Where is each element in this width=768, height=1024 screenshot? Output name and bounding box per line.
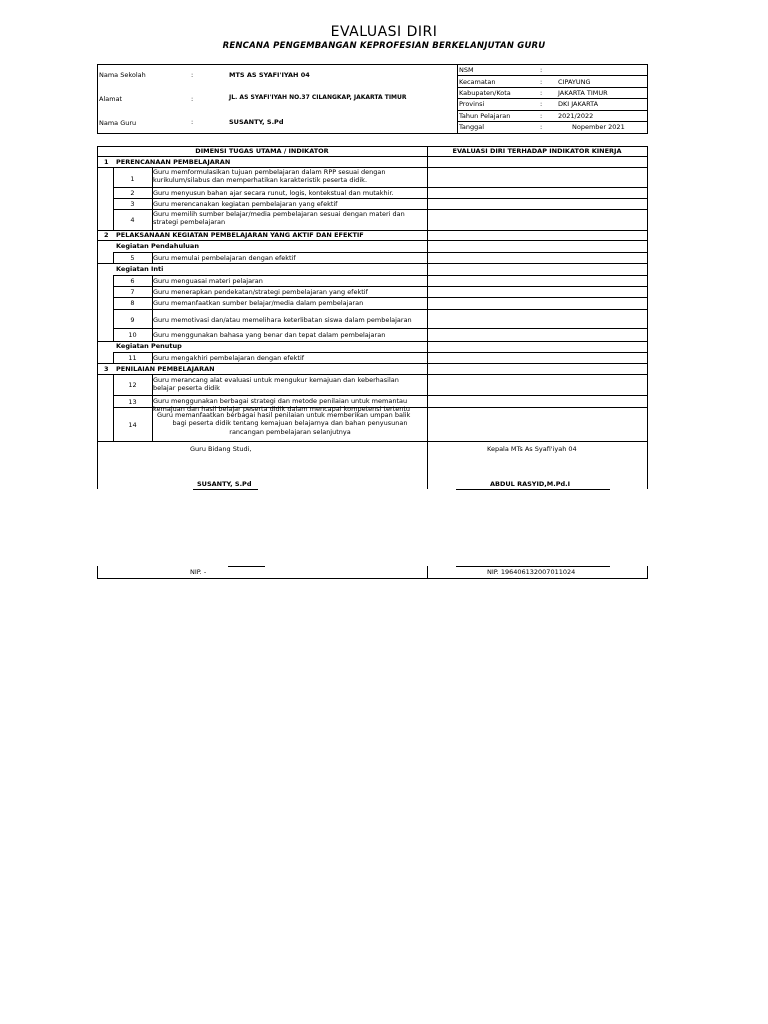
identity-right-rule (457, 110, 648, 111)
section-number: 1 (104, 158, 109, 166)
date-colon: : (540, 123, 543, 131)
identity-right-rule (457, 98, 648, 99)
row-rule (113, 407, 648, 408)
nip-left-border (97, 566, 98, 578)
subsection-title: Kegiatan Inti (116, 265, 164, 273)
province-label: Provinsi (459, 100, 485, 108)
signature-underline (193, 489, 258, 490)
subsection-title: Kegiatan Penutup (116, 342, 182, 350)
page-title: EVALUASI DIRI (330, 24, 438, 40)
teacher-signature-name: SUSANTY, S.Pd (197, 480, 252, 488)
indicator-text: Guru memformulasikan tujuan pembelajaran dalam RPP sesuai dengan kurikulum/silabus dan memperhatikan karakteristik peserta didik. (153, 168, 386, 184)
table-mid-border (427, 146, 428, 441)
row-rule (97, 263, 648, 264)
row-rule (113, 275, 648, 276)
identity-right-rule (457, 121, 648, 122)
indicator-text: Guru memotivasi dan/atau memelihara keterlibatan siswa dalam pembelajaran (153, 316, 412, 324)
school-name-value: MTS AS SYAFI'IYAH 04 (229, 71, 310, 79)
table-bottom-border (97, 441, 648, 442)
row-rule (113, 309, 648, 310)
address-colon: : (191, 95, 194, 103)
signature-left-border (97, 441, 98, 489)
row-rule (113, 187, 648, 188)
city-value: JAKARTA TIMUR (558, 89, 608, 97)
district-colon: : (540, 78, 543, 86)
table-right-border (647, 146, 648, 441)
column-header-evaluation: EVALUASI DIRI TERHADAP INDIKATOR KINERJA (452, 147, 622, 155)
district-value: CIPAYUNG (558, 78, 591, 86)
teacher-name-label: Nama Guru (99, 119, 137, 127)
indicator-number: 4 (130, 216, 135, 224)
identity-right-rule (457, 75, 648, 76)
principal-nip: NIP. 196406132007011024 (487, 568, 576, 576)
identity-right-rule (457, 87, 648, 88)
signature-right-border (647, 441, 648, 489)
nip-mid-border (427, 566, 428, 578)
identity-left-border (97, 64, 98, 133)
city-label: Kabupaten/Kota (459, 89, 511, 97)
indicator-text: Guru menggunakan bahasa yang benar dan tepat dalam pembelajaran (153, 331, 386, 339)
indicator-number: 5 (130, 254, 135, 262)
school-name-colon: : (191, 71, 194, 79)
section-number: 2 (104, 231, 109, 239)
school-year-value: 2021/2022 (558, 112, 594, 120)
row-rule (113, 395, 648, 396)
indicator-number: 7 (130, 288, 135, 296)
indicator-number: 6 (130, 277, 135, 285)
indicator-text: Guru menerapkan pendekatan/strategi pembelajaran yang efektif (153, 288, 368, 296)
date-label: Tanggal (459, 123, 485, 131)
principal-signature-name: ABDUL RASYID,M.Pd.I (490, 480, 571, 488)
indicator-text: Guru memilih sumber belajar/media pembelajaran sesuai dengan materi dan strategi pembelajaran (153, 210, 405, 226)
indicator-number: 8 (130, 299, 135, 307)
row-rule (97, 374, 648, 375)
row-rule (97, 363, 648, 364)
province-colon: : (540, 100, 543, 108)
row-rule (97, 240, 648, 241)
indicator-number: 13 (128, 398, 137, 406)
header-bottom-rule (97, 156, 648, 157)
indicator-number: 10 (128, 331, 137, 339)
indicator-text: Guru menyusun bahan ajar secara runut, logis, kontekstual dan mutakhir. (153, 189, 394, 197)
identity-top-border (97, 64, 648, 65)
nsm-label: NSM (459, 66, 474, 74)
indicator-number: 1 (130, 175, 135, 183)
column-header-indicator: DIMENSI TUGAS UTAMA / INDIKATOR (195, 147, 329, 155)
indicator-text: Guru menguasai materi pelajaran (153, 277, 263, 285)
teacher-name-colon: : (191, 118, 194, 126)
indicator-text: Guru merancang alat evaluasi untuk mengukur kemajuan dan keberhasilan belajar peserta didik (153, 376, 399, 392)
section-title: PELAKSANAAN KEGIATAN PEMBELAJARAN YANG AKTIF DAN EFEKTIF (116, 231, 364, 239)
city-colon: : (540, 89, 543, 97)
indicator-text-line: bagi peserta didik tentang kemajuan belajarnya dan bahan penyusunan (172, 419, 408, 427)
district-label: Kecamatan (459, 78, 496, 86)
indicator-text: Guru memulai pembelajaran dengan efektif (153, 254, 296, 262)
row-rule (113, 352, 648, 353)
principal-role: Kepala MTs As Syafi'iyah 04 (487, 445, 577, 453)
row-rule (113, 198, 648, 199)
section-title: PENILAIAN PEMBELAJARAN (116, 365, 215, 373)
school-year-label: Tahun Pelajaran (459, 112, 511, 120)
table-left-border (97, 146, 98, 441)
section-title: PERENCANAAN PEMBELAJARAN (116, 158, 231, 166)
teacher-nip: NIP. - (190, 568, 207, 576)
row-rule (113, 328, 648, 329)
indicator-text-line: rancangan pembelajaran selanjutnya (229, 428, 351, 436)
nip-bottom-border (97, 578, 648, 579)
indicator-number: 3 (130, 200, 135, 208)
nip-rule (456, 566, 610, 567)
signature-underline (456, 489, 610, 490)
address-label: Alamat (99, 95, 123, 103)
indicator-number: 9 (130, 316, 135, 324)
section-number: 3 (104, 365, 109, 373)
indicator-text-line: Guru memanfaatkan berbagai hasil penilaian untuk memberikan umpan balik (157, 411, 411, 419)
page-subtitle: RENCANA PENGEMBANGAN KEPROFESIAN BERKELANJUTAN GURU (222, 41, 546, 51)
school-name-label: Nama Sekolah (99, 71, 146, 79)
indicator-text: Guru merencanakan kegiatan pembelajaran yang efektif (153, 200, 338, 208)
row-rule (113, 297, 648, 298)
row-rule (113, 286, 648, 287)
teacher-role: Guru Bidang Studi, (190, 445, 252, 453)
indicator-number: 2 (130, 189, 135, 197)
row-rule (113, 252, 648, 253)
nip-right-border (647, 566, 648, 578)
identity-bottom-border (97, 133, 648, 134)
indicator-text: Guru menggunakan berbagai strategi dan metode penilaian untuk memantau kemajuan dan hasil belajar peserta didik dalam mencapai kompetensi tertentu (153, 397, 411, 413)
indicator-number: 11 (128, 354, 137, 362)
subsection-title: Kegiatan Pendahuluan (116, 242, 199, 250)
nsm-colon: : (540, 66, 543, 74)
address-value: JL. AS SYAFI'IYAH NO.37 CILANGKAP, JAKARTA TIMUR (229, 94, 407, 101)
indicator-number: 12 (128, 381, 137, 389)
nip-rule (228, 566, 265, 567)
province-value: DKI JAKARTA (558, 100, 599, 108)
school-year-colon: : (540, 112, 543, 120)
indicator-number: 14 (128, 421, 137, 429)
date-value: Nopember 2021 (572, 123, 625, 131)
indicator-text: Guru memanfaatkan sumber belajar/media dalam pembelajaran (153, 299, 364, 307)
indicator-text: Guru mengakhiri pembelajaran dengan efektif (153, 354, 305, 362)
teacher-name-value: SUSANTY, S.Pd (229, 118, 284, 126)
signature-mid-border (427, 441, 428, 489)
